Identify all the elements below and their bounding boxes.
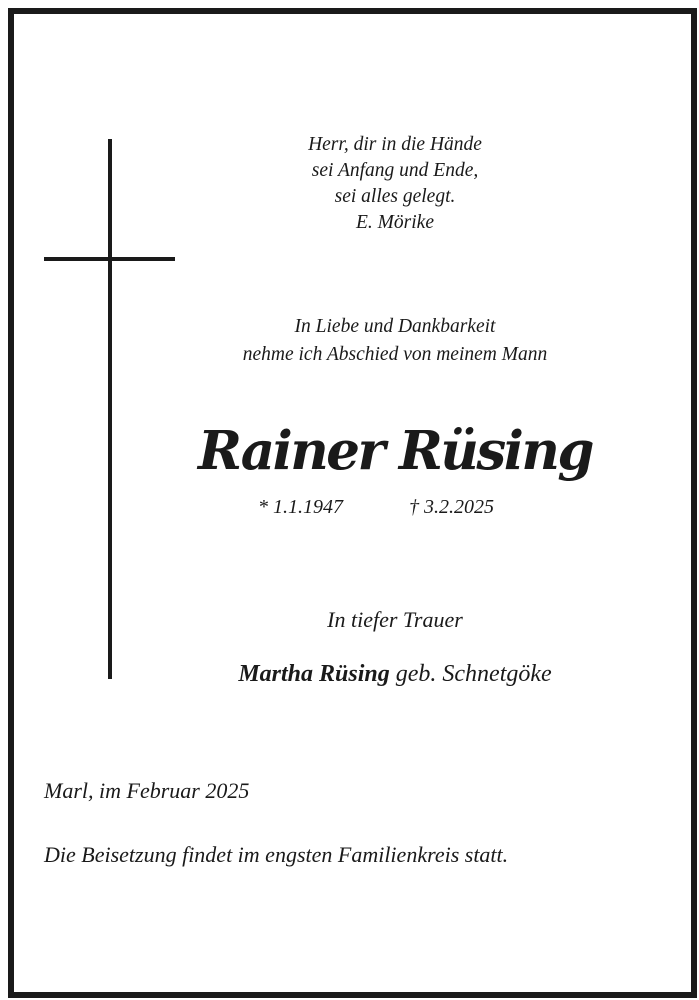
deceased-name: Rainer Rüsing bbox=[197, 420, 592, 482]
signer-name: Martha Rüsing bbox=[238, 661, 390, 687]
burial-note: Die Beisetzung findet im engsten Familienkreis statt. bbox=[44, 842, 509, 867]
place-date: Marl, im Februar 2025 bbox=[44, 778, 250, 803]
intro-line-1: In Liebe und Dankbarkeit bbox=[294, 316, 496, 337]
poem-author: E. Mörike bbox=[356, 212, 434, 233]
death-date: † 3.2.2025 bbox=[409, 496, 494, 518]
signer-maiden-name: geb. Schnetgöke bbox=[395, 661, 552, 687]
mourning-phrase: In tiefer Trauer bbox=[327, 607, 463, 632]
cross-icon-vertical bbox=[108, 139, 112, 679]
poem-line: sei Anfang und Ende, bbox=[311, 160, 479, 181]
signer bbox=[150, 658, 640, 690]
poem bbox=[230, 132, 560, 236]
cross-icon-horizontal bbox=[44, 257, 175, 261]
intro-line-2: nehme ich Abschied von meinem Mann bbox=[242, 344, 548, 365]
birth-date: * 1.1.1947 bbox=[258, 496, 343, 518]
poem-line: sei alles gelegt. bbox=[334, 186, 456, 207]
poem-line: Herr, dir in die Hände bbox=[308, 134, 482, 155]
intro-text bbox=[180, 313, 610, 369]
